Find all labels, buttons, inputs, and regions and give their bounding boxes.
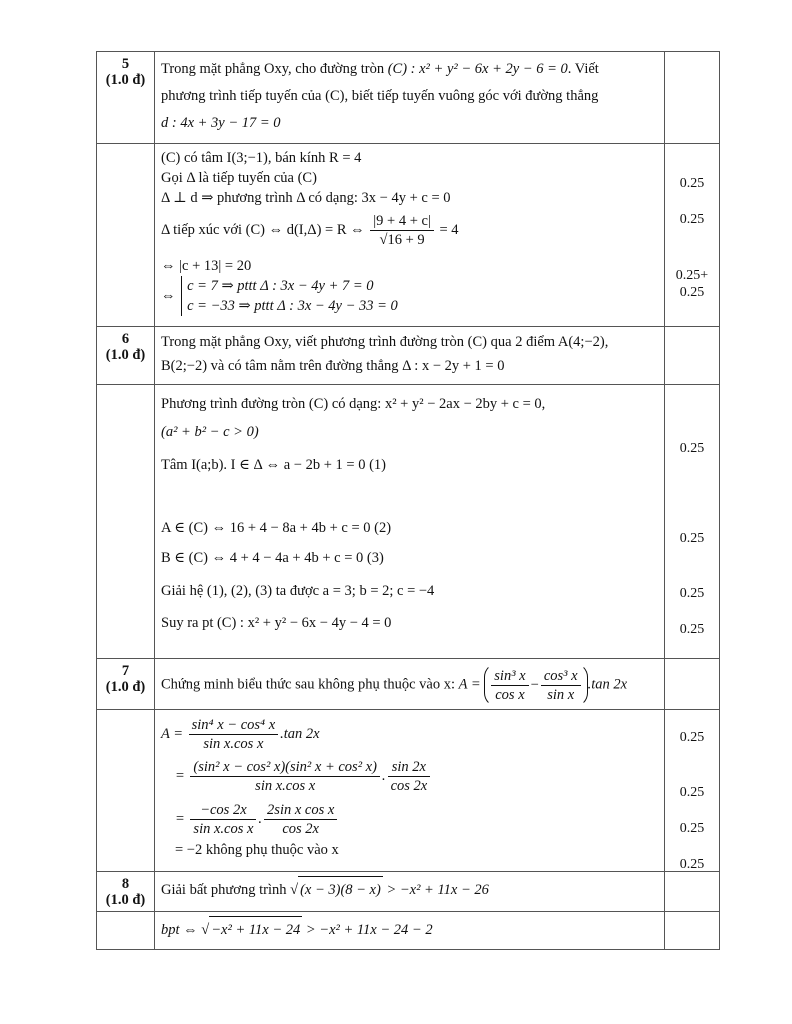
score: 0.25: [679, 857, 705, 872]
case-bracket: [181, 276, 398, 316]
radicand: −x² + 11x − 24: [209, 916, 302, 943]
case-line: c = −33 ⇒ pttt Δ : 3x − 4y − 33 = 0: [187, 298, 398, 314]
q7-solution-row: [97, 710, 720, 872]
numerator: sin⁴ x − cos⁴ x: [189, 716, 279, 735]
solution-line: ⇔ |c + 13| = 20: [161, 258, 252, 274]
q5-number-cell: [97, 52, 155, 144]
q8-statement: Giải bất phương trình √ (x − 3)(8 − x) > −x² + 11x − 26: [155, 872, 665, 912]
solution-line: A ∈ (C) ⇔ 16 + 4 − 8a + 4b + c = 0 (2): [161, 520, 392, 536]
question-points: (1.0 đ): [105, 72, 146, 88]
q6-statement-row: [97, 327, 720, 385]
solution-line: Gọi Δ là tiếp tuyến của (C): [161, 170, 317, 186]
case-line: c = 7 ⇒ pttt Δ : 3x − 4y + 7 = 0: [187, 278, 374, 294]
score: 0.25: [679, 441, 705, 456]
q7-statement: [155, 659, 665, 710]
text: Chứng minh biểu thức sau không phụ thuộc vào x:: [161, 676, 456, 693]
q5-statement: [155, 52, 665, 144]
solution-line: Giải hệ (1), (2), (3) ta được a = 3; b = 2; c = −4: [161, 583, 435, 599]
solution-line: Δ ⊥ d ⇒ phương trình Δ có dạng: 3x − 4y + c = 0: [161, 190, 451, 206]
text: phương trình tiếp tuyến của (C), biết tiếp tuyến vuông góc với đường thẳng: [161, 88, 599, 104]
solution-line: Tâm I(a;b). I ∈ Δ ⇔ a − 2b + 1 = 0 (1): [161, 457, 386, 473]
q7-number-cell: [97, 659, 155, 710]
parenthesized-expression: $\frac{\text{sin³ x}}{\text{cos x}}$ − $\frac{\text{cos³ x}}{\text{sin x}}$: [484, 663, 587, 707]
q6-scores: [665, 385, 720, 659]
q5-solution: (C) có tâm I(3;−1), bán kính R = 4 Gọi Δ là tiếp tuyến của (C) Δ ⊥ d ⇒ phương trình Δ có dạng: 3x − 4y + c = 0 Δ tiếp xúc với (C) ⇔ d(I,Δ) = R ⇔ $\frac{|9 + 4 + c|}{√16 + 9}$ = 4 ⇔ |c + 13| = 20 ⇔ c = 7 ⇒ pttt Δ : 3x − 4y + 7 = 0 c = −33 ⇒ pttt Δ : 3x − 4y − 33 = 0: [155, 144, 665, 327]
equation: d : 4x + 3y − 17 = 0: [161, 115, 281, 131]
solution-text: Δ tiếp xúc với (C) ⇔ d(I,Δ) = R ⇔: [161, 222, 365, 238]
solution-line: (a² + b² − c > 0): [161, 424, 259, 440]
fraction: [491, 667, 528, 704]
empty-cell: [97, 144, 155, 327]
q5-statement-row: [97, 52, 720, 144]
score: 0.25: [679, 285, 705, 300]
q8-score-empty: [665, 872, 720, 912]
q5-scores: [665, 144, 720, 327]
q7-solution: A = $\frac{\text{sin⁴ x − cos⁴ x}}{\text{sin x.cos x}}$ .tan 2x = $\frac{\text{(sin² x − cos² x)(sin² x + cos² x)}}{\text{sin x.cos x}}$ . $\frac{\sin 2x}{\cos 2x}$ = $\frac{-\cos 2x}{\text{sin x.cos x}}$ . $\frac{\text{2sin x cos x}}{\cos 2x}$ = −2 không phụ thuộc vào x: [155, 710, 665, 872]
equation: A =: [458, 676, 481, 693]
q8-solution: bpt ⇔ √ −x² + 11x − 24 > −x² + 11x − 24 − 2: [155, 912, 665, 950]
text: Trong mặt phẳng Oxy, cho đường tròn: [161, 61, 385, 77]
score: 0.25: [679, 586, 705, 601]
solution-line: B ∈ (C) ⇔ 4 + 4 − 4a + 4b + c = 0 (3): [161, 550, 384, 566]
denominator: sin x.cos x: [255, 778, 316, 795]
solution-text: > −x² + 11x − 24 − 2: [305, 922, 433, 938]
fraction: [264, 801, 337, 838]
fraction: [370, 212, 434, 249]
fraction: [541, 667, 581, 704]
text: Giải bất phương trình: [161, 882, 287, 898]
score: 0.25: [679, 531, 705, 546]
question-number: 5: [121, 56, 130, 72]
score: 0.25: [679, 176, 705, 191]
empty-cell: [97, 912, 155, 950]
solution-line: Phương trình đường tròn (C) có dạng: x² + y² − 2ax − 2by + c = 0,: [161, 396, 546, 412]
solution-line: = −2 không phụ thuộc vào x: [175, 842, 339, 858]
question-points: (1.0 đ): [105, 347, 146, 363]
q6-score-empty: [665, 327, 720, 385]
empty-cell: [97, 710, 155, 872]
fraction: [190, 758, 380, 795]
solution-line: Suy ra pt (C) : x² + y² − 6x − 4y − 4 = 0: [161, 615, 392, 631]
q6-solution: [155, 385, 665, 659]
q8-score-empty: [665, 912, 720, 950]
denominator: √16 + 9: [379, 232, 425, 249]
denominator: cos 2x: [390, 778, 428, 795]
numerator: sin³ x: [491, 667, 528, 686]
q6-solution-row: [97, 385, 720, 659]
score: 0.25: [679, 212, 705, 227]
solution-text: bpt ⇔: [161, 922, 198, 938]
numerator: (sin² x − cos² x)(sin² x + cos² x): [190, 758, 380, 777]
answer-table: [96, 51, 720, 950]
q7-score-empty: [665, 659, 720, 710]
denominator: sin x.cos x: [203, 736, 264, 753]
solution-text: A =: [161, 726, 184, 742]
denominator: sin x.cos x: [193, 821, 254, 838]
numerator: sin 2x: [388, 758, 431, 777]
numerator: |9 + 4 + c|: [370, 212, 434, 231]
score: 0.25: [679, 821, 705, 836]
question-number: 6: [121, 331, 130, 347]
q8-number-cell: [97, 872, 155, 912]
score: 0.25: [679, 785, 705, 800]
denominator: cos 2x: [282, 821, 319, 838]
q8-statement-row: [97, 872, 720, 912]
q6-statement: [155, 327, 665, 385]
equation: (C) : x² + y² − 6x + 2y − 6 = 0: [387, 61, 568, 77]
q7-scores: [665, 710, 720, 872]
solution-text: = 4: [439, 222, 459, 238]
text: Trong mặt phẳng Oxy, viết phương trình đường tròn (C) qua 2 điểm A(4;−2),: [161, 334, 609, 350]
score: 0.25+: [675, 268, 709, 283]
numerator: −cos 2x: [190, 801, 256, 820]
question-number: 8: [121, 876, 130, 892]
q5-score-empty: [665, 52, 720, 144]
denominator: cos x: [495, 687, 525, 704]
empty-cell: [97, 385, 155, 659]
text: B(2;−2) và có tâm nằm trên đường thẳng Δ : x − 2y + 1 = 0: [161, 358, 505, 374]
numerator: 2sin x cos x: [264, 801, 337, 820]
q6-number-cell: [97, 327, 155, 385]
radicand: (x − 3)(8 − x): [298, 876, 383, 903]
solution-line: (C) có tâm I(3;−1), bán kính R = 4: [161, 150, 362, 166]
score: 0.25: [679, 622, 705, 637]
fraction: [189, 716, 279, 753]
score: 0.25: [679, 730, 705, 745]
fraction: [388, 758, 431, 795]
denominator: sin x: [547, 687, 575, 704]
question-points: (1.0 đ): [105, 892, 146, 908]
solution-text: .tan 2x: [280, 726, 320, 742]
equation: > −x² + 11x − 26: [386, 882, 489, 898]
question-points: (1.0 đ): [105, 679, 146, 695]
q8-solution-row: [97, 912, 720, 950]
text: . Viết: [567, 61, 599, 77]
equation: .tan 2x: [587, 676, 628, 693]
fraction: [190, 801, 256, 838]
question-number: 7: [121, 663, 130, 679]
q5-solution-row: [97, 144, 720, 327]
q7-statement-row: [97, 659, 720, 710]
numerator: cos³ x: [541, 667, 581, 686]
